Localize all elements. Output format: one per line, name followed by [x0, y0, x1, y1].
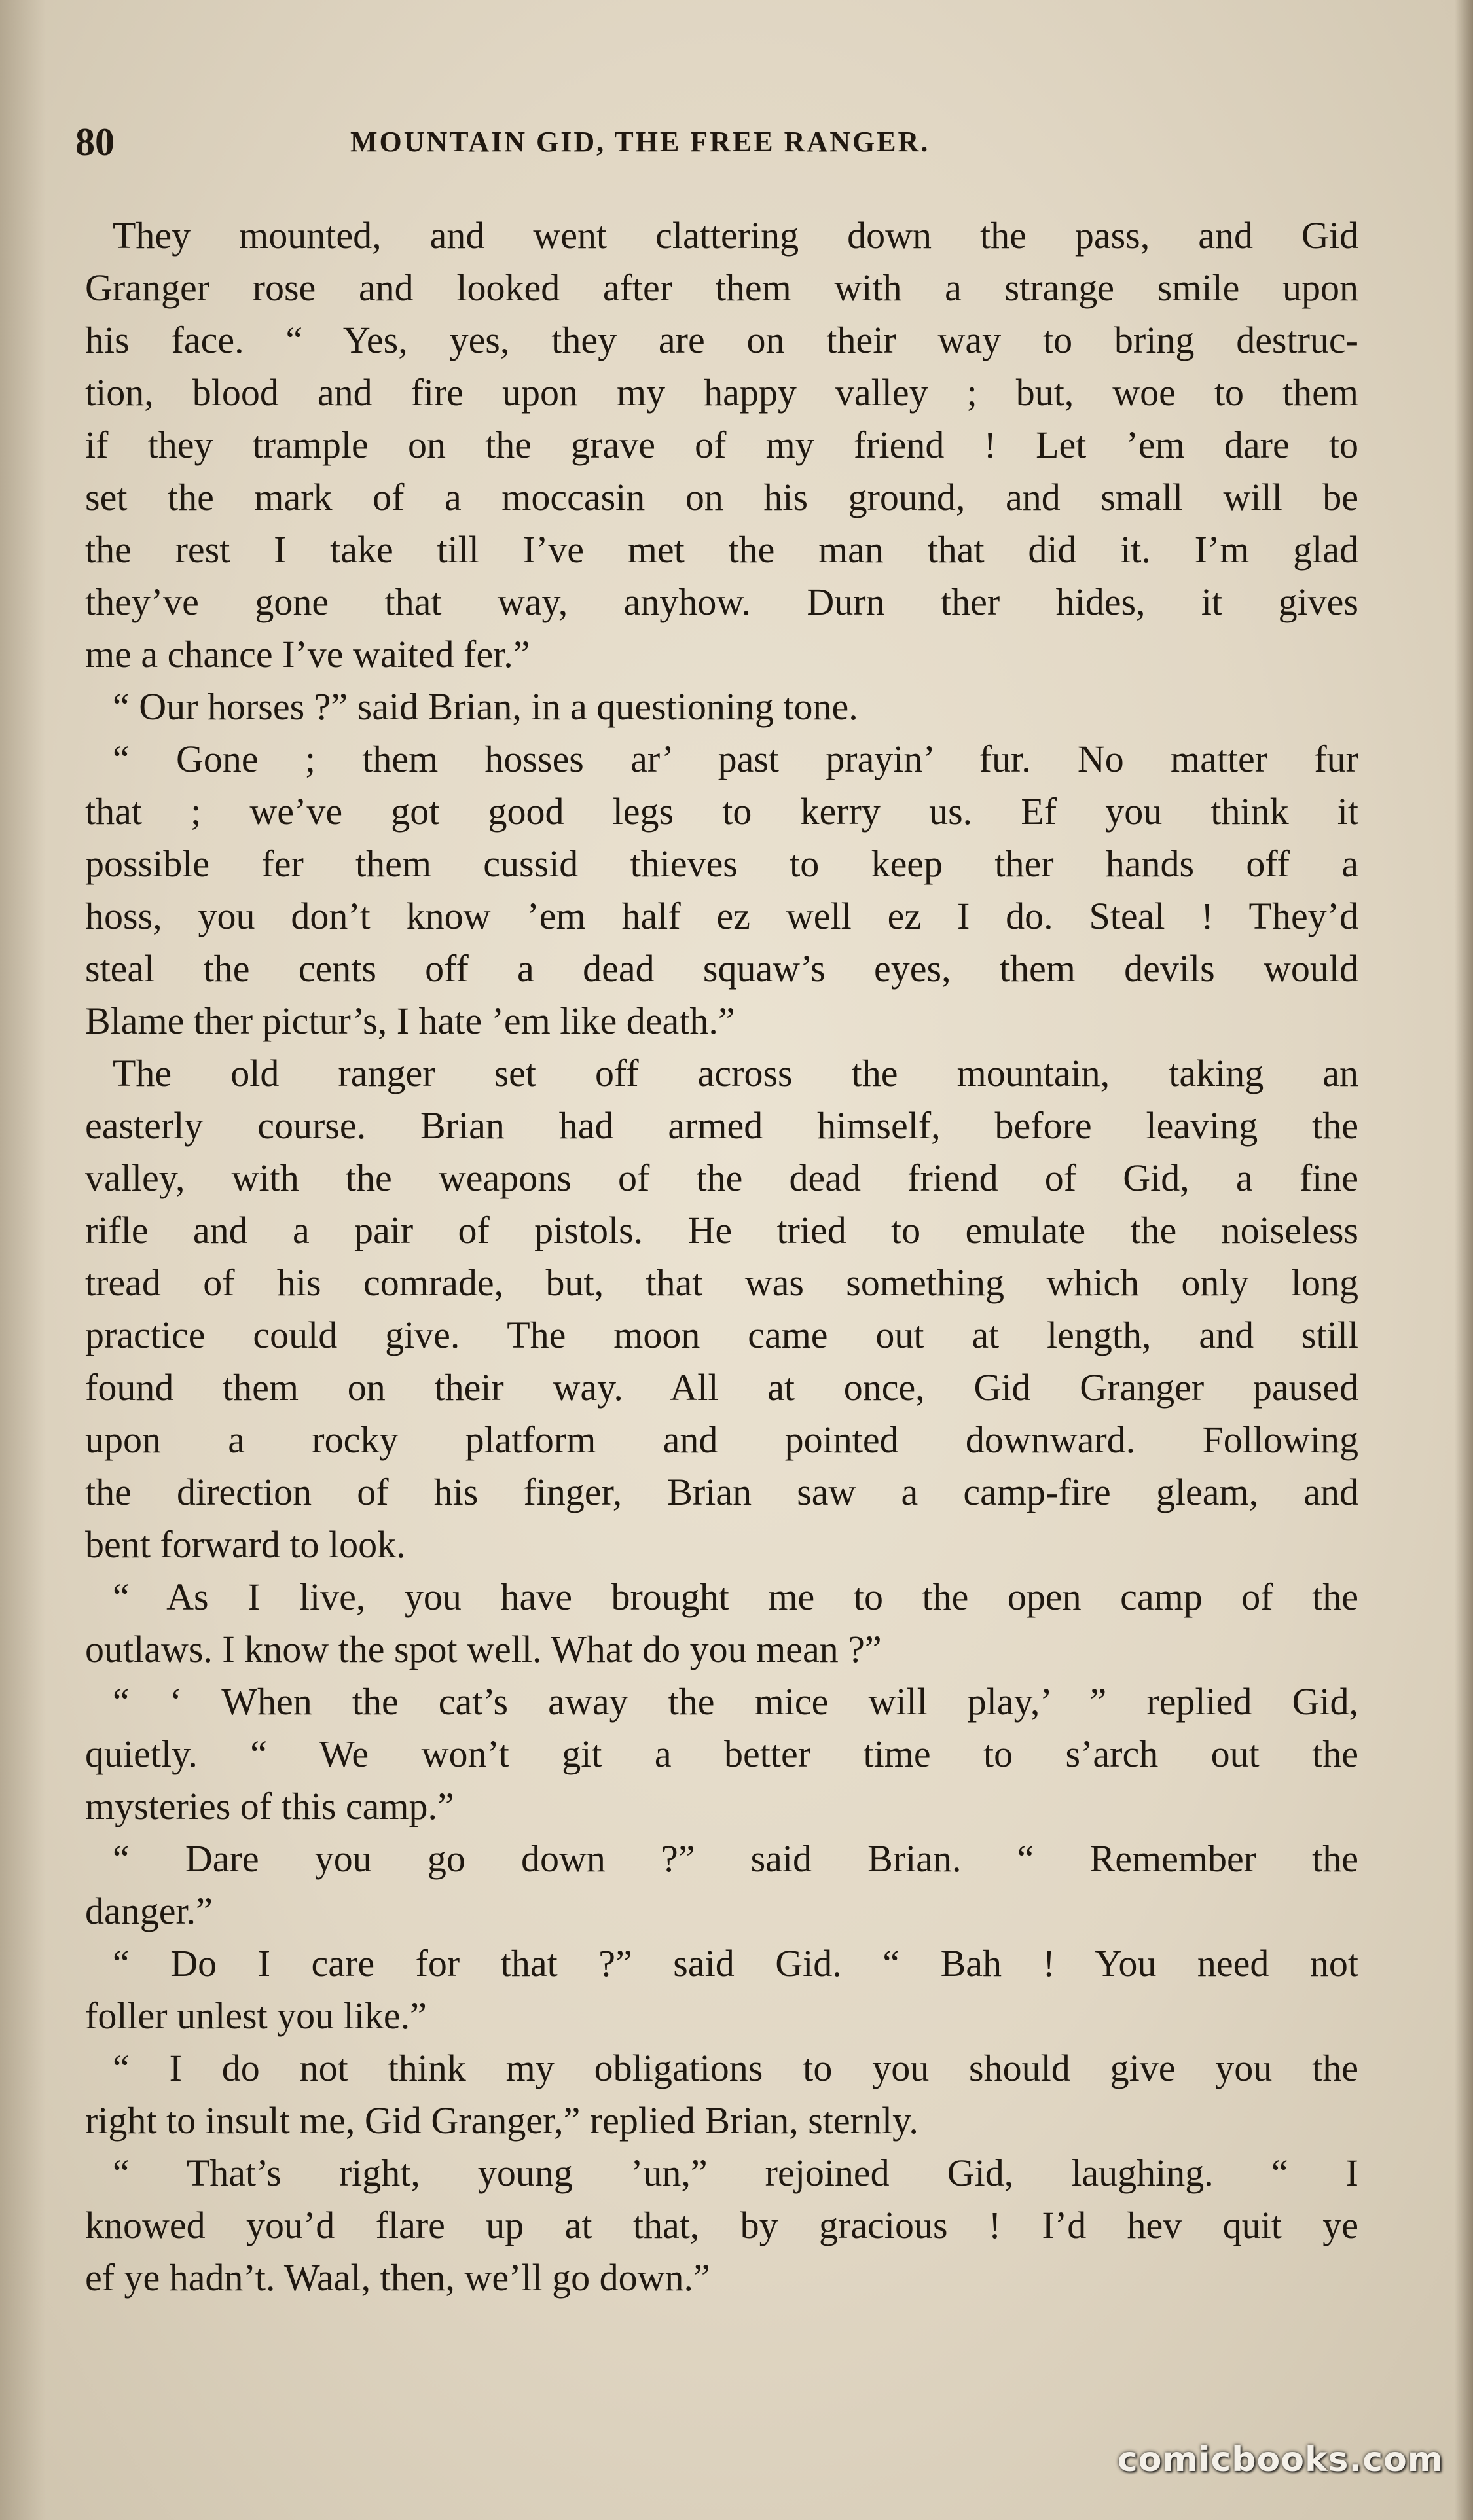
text-line: the rest I take till I’ve met the man that did it. I’m glad: [85, 528, 1358, 571]
text-line: bent forward to look.: [85, 1523, 406, 1566]
text-line: “ As I live, you have brought me to the open camp of the: [113, 1575, 1358, 1618]
text-line: Granger rose and looked after them with a strange smile upon: [85, 266, 1358, 309]
text-line: outlaws. I know the spot well. What do you mean ?”: [85, 1628, 882, 1670]
text-line: possible fer them cussid thieves to keep ther hands off a: [85, 842, 1358, 885]
text-line: right to insult me, Gid Granger,” replied Brian, sternly.: [85, 2099, 918, 2142]
running-title: MOUNTAIN GID, THE FREE RANGER.: [350, 126, 930, 158]
text-line: knowed you’d flare up at that, by gracious ! I’d hev quit ye: [85, 2204, 1358, 2246]
page-header: [75, 119, 1358, 165]
page-edge: [1455, 0, 1473, 2520]
text-line: found them on their way. All at once, Gid Granger paused: [85, 1366, 1358, 1409]
text-line: steal the cents off a dead squaw’s eyes, them devils would: [85, 947, 1358, 990]
text-line: The old ranger set off across the mountain, taking an: [113, 1052, 1358, 1094]
text-line: ef ye hadn’t. Waal, then, we’ll go down.”: [85, 2256, 710, 2299]
text-line: “ ‘ When the cat’s away the mice will play,’ ” replied Gid,: [113, 1680, 1358, 1723]
text-line: that ; we’ve got good legs to kerry us. Ef you think it: [85, 790, 1358, 833]
text-line: hoss, you don’t know ’em half ez well ez I do. Steal ! They’d: [85, 895, 1358, 937]
text-line: Blame ther pictur’s, I hate ’em like death.”: [85, 999, 735, 1042]
text-line: “ That’s right, young ’un,” rejoined Gid, laughing. “ I: [113, 2151, 1358, 2194]
text-line: They mounted, and went clattering down the pass, and Gid: [113, 214, 1358, 257]
text-line: tion, blood and fire upon my happy valley ; but, woe to them: [85, 371, 1358, 414]
text-line: quietly. “ We won’t git a better time to s’arch out the: [85, 1733, 1358, 1775]
text-line: foller unlest you like.”: [85, 1994, 427, 2037]
text-line: “ Gone ; them hosses ar’ past prayin’ fur. No matter fur: [113, 738, 1358, 780]
body-text: [85, 209, 1358, 2304]
text-line: his face. “ Yes, yes, they are on their way to bring destruc-: [85, 319, 1358, 361]
text-line: easterly course. Brian had armed himself, before leaving the: [85, 1104, 1358, 1147]
site-watermark: comicbooks.com: [1117, 2440, 1444, 2479]
text-line: tread of his comrade, but, that was something which only long: [85, 1261, 1358, 1304]
text-line: valley, with the weapons of the dead friend of Gid, a fine: [85, 1157, 1358, 1199]
text-line: they’ve gone that way, anyhow. Durn ther hides, it gives: [85, 581, 1358, 623]
text-line: “ Do I care for that ?” said Gid. “ Bah ! You need not: [113, 1942, 1358, 1985]
text-line: “ Our horses ?” said Brian, in a questioning tone.: [113, 685, 858, 728]
text-line: mysteries of this camp.”: [85, 1785, 454, 1827]
text-line: the direction of his finger, Brian saw a camp-fire gleam, and: [85, 1471, 1358, 1513]
text-line: practice could give. The moon came out at length, and still: [85, 1314, 1358, 1356]
page-number: 80: [75, 120, 115, 164]
text-line: “ Dare you go down ?” said Brian. “ Remember the: [113, 1837, 1358, 1880]
text-line: danger.”: [85, 1890, 213, 1932]
text-line: “ I do not think my obligations to you should give you the: [113, 2047, 1358, 2089]
text-line: upon a rocky platform and pointed downward. Following: [85, 1418, 1358, 1461]
text-line: if they trample on the grave of my friend ! Let ’em dare to: [85, 423, 1358, 466]
text-line: rifle and a pair of pistols. He tried to emulate the noiseless: [85, 1209, 1358, 1251]
text-line: set the mark of a moccasin on his ground, and small will be: [85, 476, 1358, 518]
text-line: me a chance I’ve waited fer.”: [85, 633, 530, 675]
gutter-shadow: [0, 0, 46, 2520]
